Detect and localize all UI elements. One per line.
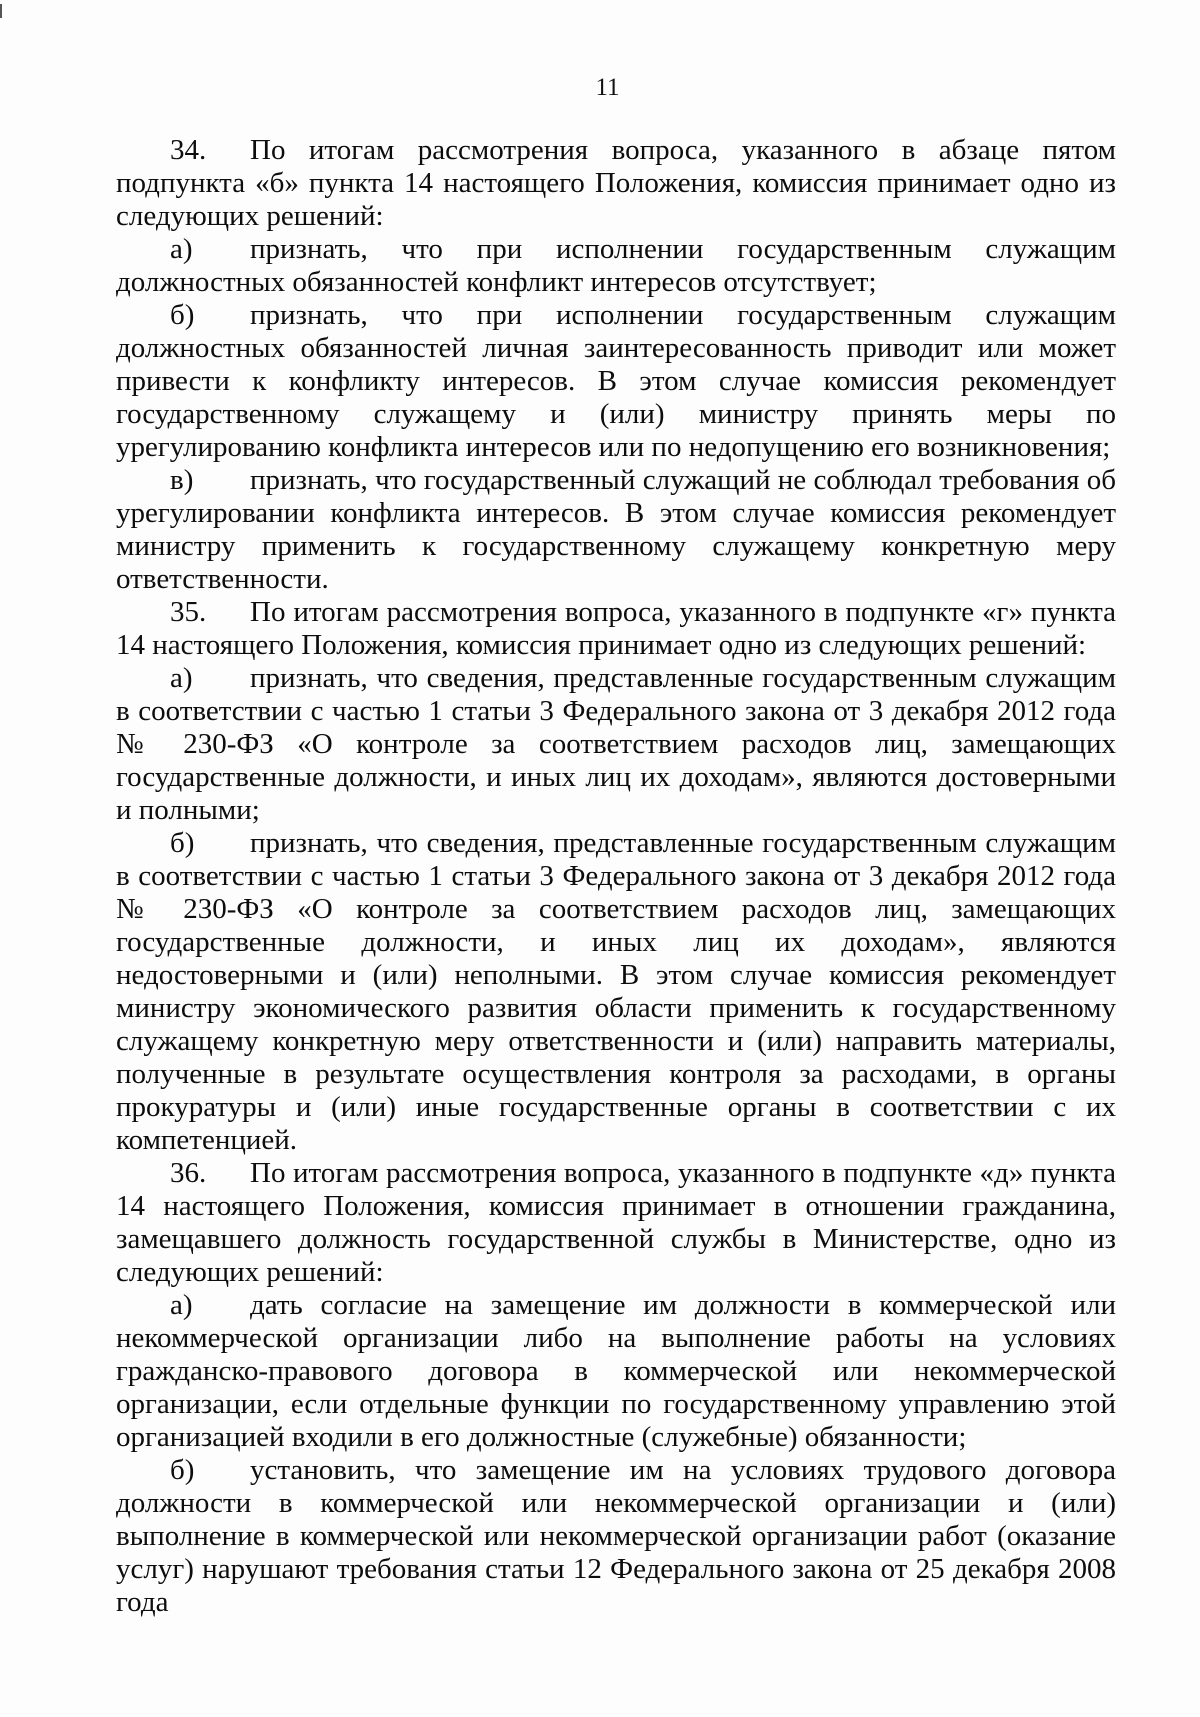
subparagraph-36b [116,1454,1116,1619]
document-body [116,134,1116,1619]
paragraph-number: 34. [170,134,207,166]
subparagraph-34v [116,464,1116,596]
paragraph-36 [116,1157,1116,1289]
paragraph-35 [116,596,1116,662]
paragraph-text: признать, что сведения, представленные государственным служащим в соответствии с частью 1 статьи 3 Федерального закона от 3 декабря 2012 года № 230-ФЗ «О контроле за соответствием расходов лиц, замещающих государственные должности, и иных лиц их доходам», являются достоверными и полными; [116,662,1116,826]
paragraph-34 [116,134,1116,233]
paragraph-number: 36. [170,1157,207,1189]
page-number: 11 [595,74,620,101]
subparagraph-marker: б) [170,827,195,859]
subparagraph-marker: б) [170,299,195,331]
subparagraph-35b [116,827,1116,1157]
scan-margin-mark [0,4,2,18]
subparagraph-marker: в) [170,464,194,496]
paragraph-text: По итогам рассмотрения вопроса, указанного в подпункте «г» пункта 14 настоящего Положения, комиссия принимает одно из следующих решений: [116,596,1116,661]
subparagraph-marker: а) [170,1289,193,1321]
paragraph-text: дать согласие на замещение им должности в коммерческой или некоммерческой организации либо на выполнение работы на условиях гражданско-правового договора в коммерческой или некоммерческой организации, если отдельные функции по государственному управлению этой организацией входили в его должностные (служебные) обязанности; [116,1289,1116,1453]
paragraph-text: По итогам рассмотрения вопроса, указанного в подпункте «д» пункта 14 настоящего Положения, комиссия принимает в отношении гражданина, замещавшего должность государственной службы в Министерстве, одно из следующих решений: [116,1157,1116,1288]
paragraph-number: 35. [170,596,207,628]
subparagraph-marker: б) [170,1454,195,1486]
subparagraph-marker: а) [170,662,193,694]
paragraph-text: признать, что при исполнении государственным служащим должностных обязанностей личная заинтересованность приводит или может привести к конфликту интересов. В этом случае комиссия рекомендует государственному служащему и (или) министру принять меры по урегулированию конфликта интересов или по недопущению его возникновения; [116,299,1116,463]
subparagraph-35a [116,662,1116,827]
paragraph-text: По итогам рассмотрения вопроса, указанного в абзаце пятом подпункта «б» пункта 14 настоящего Положения, комиссия принимает одно из следующих решений: [116,134,1116,232]
subparagraph-36a [116,1289,1116,1454]
paragraph-text: признать, что при исполнении государственным служащим должностных обязанностей конфликт интересов отсутствует; [116,233,1116,298]
paragraph-text: признать, что государственный служащий не соблюдал требования об урегулировании конфликта интересов. В этом случае комиссия рекомендует министру применить к государственному служащему конкретную меру ответственности. [116,464,1116,595]
subparagraph-34b [116,299,1116,464]
paragraph-text: признать, что сведения, представленные государственным служащим в соответствии с частью 1 статьи 3 Федерального закона от 3 декабря 2012 года № 230-ФЗ «О контроле за соответствием расходов лиц, замещающих государственные должности, и иных лиц их доходам», являются недостоверными и (или) неполными. В этом случае комиссия рекомендует министру экономического развития области применить к государственному служащему конкретную меру ответственности и (или) направить материалы, полученные в результате осуществления контроля за расходами, в органы прокуратуры и (или) иные государственные органы в соответствии с их компетенцией. [116,827,1116,1156]
subparagraph-marker: а) [170,233,193,265]
subparagraph-34a [116,233,1116,299]
paragraph-text: установить, что замещение им на условиях трудового договора должности в коммерческой или некоммерческой организации и (или) выполнение в коммерческой или некоммерческой организации работ (оказание услуг) нарушают требования статьи 12 Федерального закона от 25 декабря 2008 года [116,1454,1116,1618]
